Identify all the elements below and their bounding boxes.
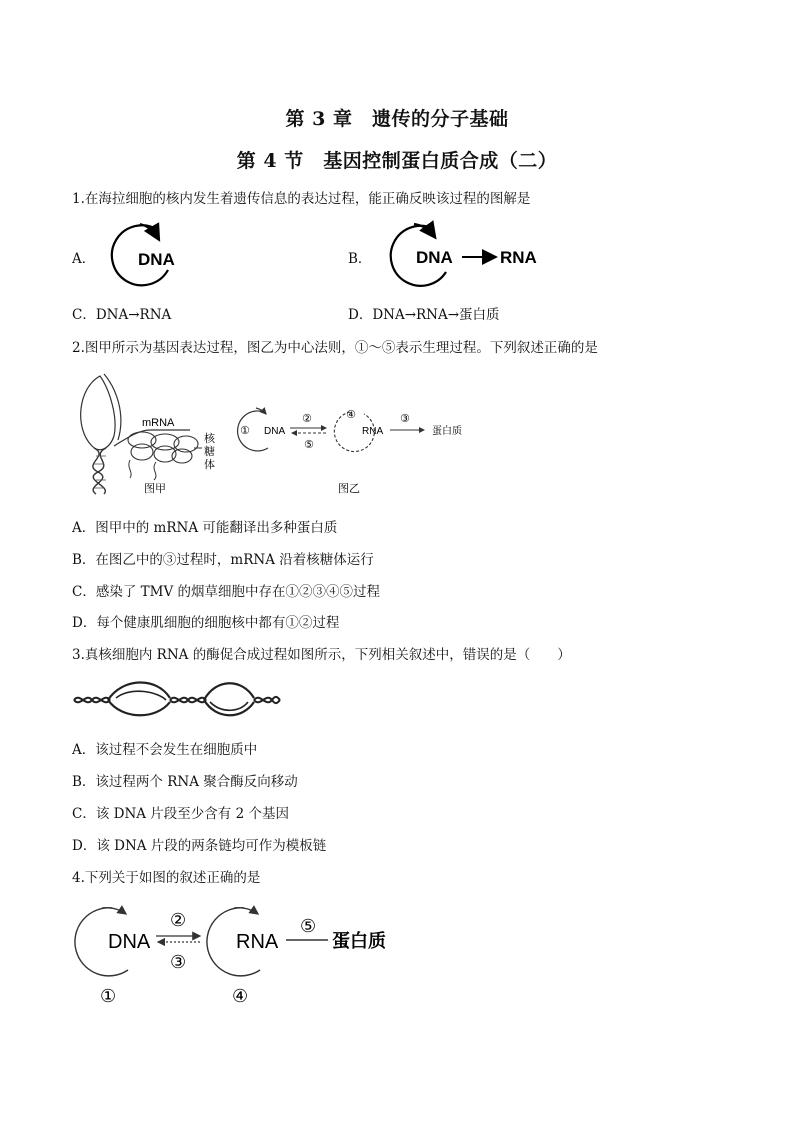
q3-option-c: C．该 DNA 片段至少含有 2 个基因 [72,806,289,822]
q1-option-a-diagram [100,220,190,292]
q1-option-b-diagram [376,220,556,292]
n3-label: ③ [170,952,187,972]
rna-label: RNA [236,931,279,953]
q1-stem: 1.在海拉细胞的核内发生着遗传信息的表达过程，能正确反映该过程的图解是 [72,191,531,207]
dna-label: DNA [416,248,453,267]
q3-option-a: A．该过程不会发生在细胞质中 [72,742,258,758]
section-title: 第 4 节 基因控制蛋白质合成（二） [236,150,558,172]
q3-option-b: B．该过程两个 RNA 聚合酶反向移动 [72,774,298,790]
q1-option-c: C．DNA→RNA [72,307,172,323]
q2-option-d: D．每个健康肌细胞的细胞核中都有①②过程 [72,615,340,631]
n5-label: ⑤ [304,439,314,451]
n4-label: ④ [232,986,249,1006]
figure-jia-caption: 图甲 [144,483,166,495]
rna-strand [210,702,248,710]
peptide-chain [129,460,131,478]
dna-label: DNA [108,931,151,953]
n4-label: ④ [346,409,356,421]
q1-option-a-label: A． [72,251,96,267]
q3-option-d: D．该 DNA 片段的两条链均可作为模板链 [72,838,327,854]
q2-figure-yi [234,398,484,500]
helix-strand-1 [93,448,103,494]
dna-loop [81,376,115,450]
protein-label: 蛋白质 [332,931,386,951]
q1-option-d: D．DNA→RNA→蛋白质 [348,307,500,323]
mrna-label: mRNA [142,417,175,429]
n1-label: ① [240,425,250,437]
q2-option-a: A．图甲中的 mRNA 可能翻译出多种蛋白质 [72,520,338,536]
rna-label: RNA [362,426,384,437]
dna-label: DNA [264,426,286,437]
q4-stem: 4.下列关于如图的叙述正确的是 [72,870,261,886]
q3-stem: 3.真核细胞内 RNA 的酶促合成过程如图所示，下列相关叙述中，错误的是（ ） [72,647,571,663]
q2-figure-jia [70,368,230,500]
n1-label: ① [100,986,117,1006]
q2-option-c: C．感染了 TMV 的烟草细胞中存在①②③④⑤过程 [72,584,380,600]
ribosome [131,444,153,460]
chapter-title: 第 3 章 遗传的分子基础 [285,108,509,130]
n3-label: ③ [400,413,410,425]
transcription-bubble [204,683,254,700]
rna-label: RNA [500,248,537,267]
q4-central-dogma-figure [72,900,402,1010]
n2-label: ② [302,413,312,425]
figure-yi-caption: 图乙 [338,483,360,495]
q2-option-b: B．在图乙中的③过程时，mRNA 沿着核糖体运行 [72,552,374,568]
q3-transcription-figure [72,672,282,726]
q2-stem: 2.图甲所示为基因表达过程，图乙为中心法则，①～⑤表示生理过程。下列叙述正确的是 [72,340,598,356]
transcription-bubble [108,700,170,715]
ribosome-label-3: 体 [204,459,215,471]
peptide-chain [154,462,156,480]
q1-option-b-label: B． [348,251,372,267]
n2-label: ② [170,910,187,930]
dna-label: DNA [138,250,175,269]
rna-strand [116,691,166,700]
transcription-bubble [204,700,254,715]
ribosome-label-2: 糖 [204,446,215,458]
n5-label: ⑤ [300,916,317,936]
ribosome-label-1: 核 [204,433,215,445]
protein-label: 蛋白质 [432,426,462,437]
